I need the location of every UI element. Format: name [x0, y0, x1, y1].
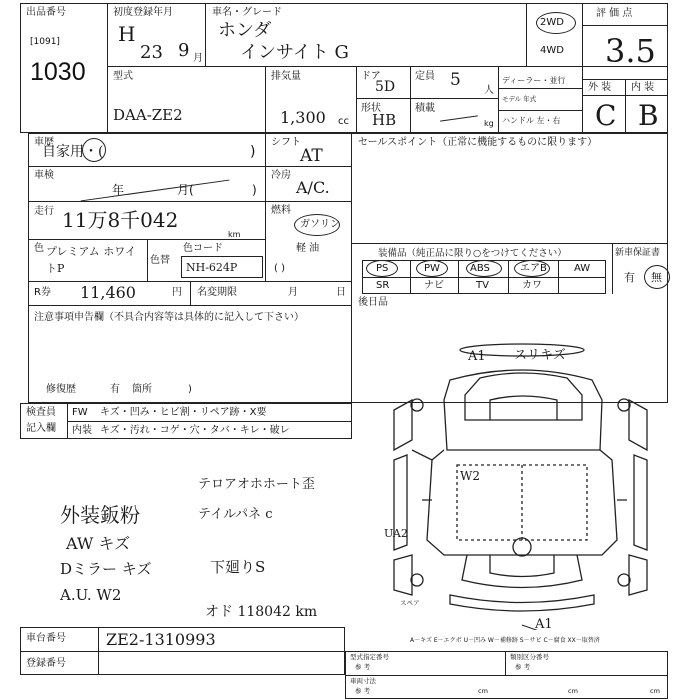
shape-value: HB: [372, 111, 397, 129]
lot-number: 1030: [30, 58, 86, 86]
fuel-label: 燃料: [271, 205, 291, 216]
mark-side: W2: [460, 469, 480, 483]
history-label: 車歴: [34, 137, 54, 148]
chassis-label: 車台番号: [26, 633, 66, 644]
note-7: A.U. W2: [60, 586, 122, 604]
equipment-label: 装備品（純正品に限り○をつけてください）: [378, 248, 567, 259]
dims-label: 車両寸法: [350, 677, 376, 685]
drive-2wd: 2WD: [540, 17, 564, 28]
note-5: Dミラー キズ: [60, 560, 152, 578]
chassis-value: ZE2-1310993: [106, 630, 216, 649]
seats-value: 5: [450, 70, 461, 90]
equip-pw: PW: [424, 263, 440, 274]
model-value: インサイト G: [240, 42, 349, 63]
class-ref: 参 考: [515, 663, 531, 671]
disp-unit: cc: [338, 116, 349, 127]
repair-place: 箇所: [132, 384, 152, 395]
inspector-interior-items: キズ・汚れ・コゲ・穴・タバ・キレ・破レ: [100, 425, 290, 436]
drive-circle: [536, 12, 576, 34]
after-label: 後日品: [358, 297, 388, 308]
lot-label: 出品番号: [26, 7, 66, 18]
mark-left: UA2: [384, 527, 408, 540]
score-label: 評 価 点: [596, 8, 633, 19]
dims-cm-1: cm: [478, 687, 488, 695]
inspector-label-1: 検査員: [26, 407, 56, 418]
inspector-fw-label: FW: [72, 407, 88, 418]
load-unit: kg: [484, 119, 494, 128]
name-change-label: 名変期限: [197, 287, 237, 298]
inspection-label: 車検: [34, 170, 54, 181]
spare-label: スペア: [400, 599, 420, 607]
type-cert-label: 型式指定番号: [350, 653, 389, 661]
mark-front: A1: [468, 349, 486, 364]
fuel-diesel: 軽 油: [296, 243, 320, 254]
note-4: AW キズ: [66, 534, 131, 553]
equip-tv: TV: [476, 280, 489, 291]
note-2: テイルパネ c: [198, 507, 273, 522]
note-3: 外装鈑粉: [60, 503, 140, 527]
color-code-value: NH-624P: [186, 261, 238, 274]
selling-label: セールスポイント（正常に機能するものに限ります）: [358, 137, 598, 148]
mileage-value: 11万8千042: [62, 208, 179, 232]
inspection-close: ): [252, 183, 257, 197]
dims-cm-2: cm: [568, 687, 578, 695]
inspection-month: 月(: [177, 183, 194, 197]
lot-code: [1091]: [30, 37, 60, 47]
name-change-month: 月: [288, 287, 298, 298]
equip-aw: AW: [574, 263, 591, 274]
inspector-interior-label: 内装: [72, 425, 92, 436]
notes-label: 注意事項申告欄（不具合内容等は具体的に記入して下さい）: [34, 312, 304, 323]
ac-value: A/C.: [296, 178, 330, 197]
ext-grade: C: [595, 99, 617, 132]
car-diagram: [372, 340, 668, 630]
seats-unit: 人: [484, 85, 494, 96]
fuel-paren: ( ): [274, 263, 285, 274]
model-year-label: モデル 年式: [502, 95, 537, 103]
shape-label: 形状: [361, 103, 381, 114]
type-label: 型式: [113, 71, 133, 82]
equip-ps: PS: [376, 263, 389, 274]
r-value: 11,460: [80, 283, 136, 302]
inspector-fw-items: キズ・凹み・ヒビ割・リペア跡・X要: [100, 407, 267, 418]
color-label: 色: [34, 243, 44, 254]
year-value: 23: [140, 42, 163, 63]
color-change-label: 色替: [150, 255, 170, 266]
shift-value: AT: [300, 146, 323, 166]
month-unit: 月: [193, 53, 203, 64]
shift-label: シフト: [271, 137, 301, 148]
class-label: 類別区分番号: [510, 653, 549, 661]
month-value: 9: [178, 40, 190, 61]
seats-label: 定員: [415, 71, 435, 82]
disp-label: 排気量: [271, 71, 301, 82]
note-8: オド 118042 km: [205, 604, 318, 620]
equip-airbag: エアB: [520, 263, 547, 274]
r-label: R券: [34, 287, 51, 298]
reg-label: 登録番号: [26, 658, 66, 669]
model-label: 車名・グレード: [212, 7, 282, 18]
load-label: 積載: [415, 103, 435, 114]
repair-yes: 有: [110, 384, 120, 395]
dealer-label: ディーラー・並行: [502, 76, 566, 85]
color-value: プレミアム ホワイトP: [46, 245, 136, 275]
doors-value: 5D: [375, 79, 396, 95]
warranty-yes: 有: [624, 271, 635, 284]
repair-close: ): [188, 384, 192, 395]
warranty-no: 無: [651, 271, 662, 284]
inspector-label-2: 記入欄: [26, 423, 56, 434]
handle-label: ハンドル 左・右: [502, 116, 561, 125]
equip-abs: ABS: [470, 263, 490, 274]
first-reg-label: 初度登録年月: [113, 7, 173, 18]
mark-rear: A1: [535, 617, 553, 632]
note-1: テロアオホホート歪: [198, 477, 315, 492]
score-value: 3.5: [605, 32, 656, 70]
note-6: 下廻りS: [210, 558, 266, 576]
warranty-label: 新車保証書: [615, 248, 661, 258]
history-value: 自家用・(: [42, 144, 104, 160]
color-code-label: 色コード: [183, 243, 223, 254]
name-change-day: 日: [336, 287, 346, 298]
dims-ref: 参 考: [355, 687, 371, 695]
equip-leather: カワ: [522, 280, 542, 291]
mileage-unit: km: [228, 230, 241, 239]
maker-value: ホンダ: [218, 20, 272, 41]
ac-label: 冷房: [271, 170, 291, 181]
mileage-label: 走行: [34, 206, 54, 217]
disp-value: 1,300: [280, 108, 326, 127]
r-unit: 円: [172, 287, 182, 298]
equip-sr: SR: [376, 280, 390, 291]
history-close: ): [250, 144, 256, 160]
type-cert-ref: 参 考: [355, 663, 371, 671]
drive-4wd: 4WD: [540, 45, 564, 56]
repair-label: 修復歴: [46, 384, 76, 395]
int-label: 内 装: [631, 82, 655, 93]
dims-cm-3: cm: [650, 687, 660, 695]
era-value: H: [118, 22, 136, 46]
doors-label: ドア: [361, 71, 381, 82]
damage-legend: A－キズ E－エクボ U－凹み W－補修跡 S－サビ C－腐食 XX－取替済: [410, 637, 600, 644]
int-grade: B: [638, 99, 659, 132]
inspection-year: 年: [112, 183, 125, 197]
fuel-gas: ガソリン: [300, 219, 340, 230]
equip-navi: ナビ: [424, 280, 444, 291]
type-value: DAA-ZE2: [113, 106, 183, 124]
mark-front-text: スリキズ: [514, 348, 566, 363]
ext-label: 外 装: [588, 82, 612, 93]
